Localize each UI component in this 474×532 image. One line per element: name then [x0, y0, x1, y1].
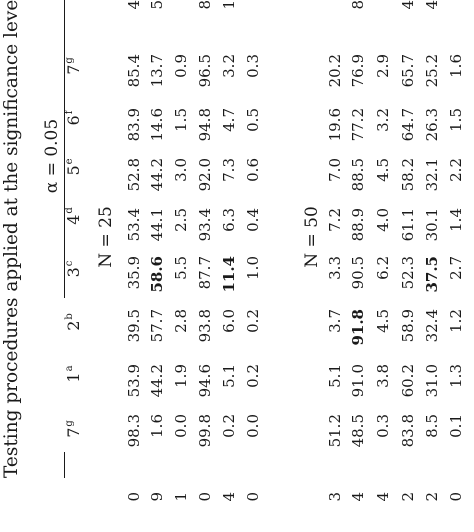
table-cell: 4 — [399, 0, 417, 10]
table-cell: 5.1 — [220, 364, 238, 388]
column-header-superscript: a — [64, 365, 75, 372]
table-cell: 1.3 — [447, 364, 465, 388]
table-cell: 85.4 — [125, 54, 143, 88]
table-cell: 3.0 — [172, 158, 190, 182]
column-header — [66, 158, 82, 175]
table-cell: 0.2 — [244, 364, 262, 388]
table-cell: 1.4 — [447, 208, 465, 232]
table-cell: 7.2 — [326, 208, 344, 232]
table-cell: 26.3 — [423, 108, 441, 142]
table-cell: 44.2 — [148, 158, 166, 192]
table-caption: Testing procedures applied at the significance leve — [1, 0, 22, 478]
table-cell: 65.7 — [399, 54, 417, 88]
table-cell: 92.0 — [196, 158, 214, 192]
table-cell: 0.3 — [374, 414, 392, 438]
column-header-superscript: g — [64, 420, 75, 427]
column-header — [66, 261, 82, 278]
column-header — [66, 420, 82, 438]
table-cell: 90.5 — [349, 256, 367, 290]
table-cell: 7.3 — [220, 158, 238, 182]
table-cell: 1.5 — [172, 108, 190, 132]
column-header — [66, 57, 82, 75]
table-cell: 25.2 — [423, 54, 441, 88]
table-cell: 60.2 — [399, 364, 417, 398]
table-cell: 0.9 — [172, 54, 190, 78]
column-header-number: 7 — [64, 64, 83, 75]
table-cell: 93.8 — [196, 309, 214, 343]
table-cell: 0.2 — [220, 414, 238, 438]
column-header-number: 7 — [64, 427, 83, 438]
table-cell: 30.1 — [423, 208, 441, 242]
table-cell: 35.9 — [125, 256, 143, 290]
table-cell: 87.7 — [196, 256, 214, 290]
table-cell: 37.5 — [423, 256, 441, 293]
table-cell: 4.7 — [220, 108, 238, 132]
sample-size-label: N = 25 — [96, 206, 116, 268]
table-cell: 3.7 — [326, 309, 344, 333]
table-cell: 31.0 — [423, 364, 441, 398]
table-cell: 83.8 — [399, 414, 417, 448]
table-cell: 44.2 — [148, 364, 166, 398]
table-cell: 0.0 — [244, 414, 262, 438]
table-cell: 6.0 — [220, 309, 238, 333]
table-cell: 3.2 — [374, 108, 392, 132]
table-cell: 58.2 — [399, 158, 417, 192]
table-cell: 4 — [423, 0, 441, 10]
table-cell: 4.5 — [374, 309, 392, 333]
header-rule-top — [64, 0, 65, 298]
table-cell: 1.2 — [447, 309, 465, 333]
column-header-number: 4 — [64, 214, 83, 225]
table-cell: 4 — [220, 492, 238, 502]
table-cell: 13.7 — [148, 54, 166, 88]
table-cell: 0.3 — [244, 54, 262, 78]
table-cell: 11.4 — [220, 256, 238, 293]
table-cell: 0 — [125, 492, 143, 502]
column-header-number: 6 — [64, 115, 83, 126]
table-cell: 52.8 — [125, 158, 143, 192]
table-cell: 2.2 — [447, 158, 465, 182]
column-header — [66, 313, 82, 331]
column-header — [66, 111, 82, 126]
table-cell: 58.9 — [399, 309, 417, 343]
table-cell: 88.5 — [349, 158, 367, 192]
table-cell: 6.3 — [220, 208, 238, 232]
table-cell: 0.2 — [244, 309, 262, 333]
table-cell: 91.8 — [349, 309, 367, 346]
column-header-number: 5 — [64, 165, 83, 176]
table-cell: 2.7 — [447, 256, 465, 280]
table-cell: 19.6 — [326, 108, 344, 142]
table-cell: 57.7 — [148, 309, 166, 343]
table-cell: 76.9 — [349, 54, 367, 88]
table-cell: 5 — [148, 0, 166, 10]
table-cell: 39.5 — [125, 309, 143, 343]
table-cell: 98.3 — [125, 414, 143, 448]
table-cell: 53.4 — [125, 208, 143, 242]
table-cell: 32.1 — [423, 158, 441, 192]
table-cell: 1.6 — [447, 54, 465, 78]
table-cell: 2.5 — [172, 208, 190, 232]
table-cell: 14.6 — [148, 108, 166, 142]
column-header-number: 1 — [64, 372, 83, 383]
column-header-superscript: d — [64, 207, 75, 214]
column-header-superscript: c — [64, 260, 75, 267]
table-cell: 99.8 — [196, 414, 214, 448]
column-header-superscript: g — [64, 57, 75, 64]
table-cell: 61.1 — [399, 208, 417, 242]
table-cell: 64.7 — [399, 108, 417, 142]
table-cell: 3.2 — [220, 54, 238, 78]
table-cell: 6.2 — [374, 256, 392, 280]
table-cell: 0 — [196, 492, 214, 502]
table-cell: 1.6 — [148, 414, 166, 438]
table-cell: 4.5 — [374, 158, 392, 182]
table-cell: 96.5 — [196, 54, 214, 88]
table-cell: 1.0 — [244, 256, 262, 280]
table-cell: 52.3 — [399, 256, 417, 290]
table-cell: 0.4 — [244, 208, 262, 232]
column-header-superscript: b — [64, 313, 75, 320]
table-cell: 0.5 — [244, 108, 262, 132]
table-cell: 83.9 — [125, 108, 143, 142]
table-cell: 4 — [125, 0, 143, 10]
table-cell: 0 — [447, 492, 465, 502]
alpha-label: α = 0.05 — [42, 118, 62, 194]
table-cell: 3.3 — [326, 256, 344, 280]
table-cell: 8 — [196, 0, 214, 10]
table-cell: 0.6 — [244, 158, 262, 182]
table-cell: 2.9 — [374, 54, 392, 78]
table-cell: 5.5 — [172, 256, 190, 280]
table-cell: 8 — [349, 0, 367, 10]
table-cell: 77.2 — [349, 108, 367, 142]
table-cell: 4 — [374, 492, 392, 502]
table-cell: 94.8 — [196, 108, 214, 142]
table-cell: 32.4 — [423, 309, 441, 343]
table-cell: 93.4 — [196, 208, 214, 242]
table-cell: 9 — [148, 492, 166, 502]
table-cell: 91.0 — [349, 364, 367, 398]
table-cell: 1.9 — [172, 364, 190, 388]
table-cell: 53.9 — [125, 364, 143, 398]
column-header-superscript: e — [64, 158, 75, 165]
table-cell: 1 — [172, 492, 190, 502]
table-cell: 0.1 — [447, 414, 465, 438]
column-header — [66, 207, 82, 225]
table-cell: 20.2 — [326, 54, 344, 88]
table-cell: 94.6 — [196, 364, 214, 398]
table-cell: 48.5 — [349, 414, 367, 448]
table-cell: 1.5 — [447, 108, 465, 132]
column-header-number: 2 — [64, 320, 83, 331]
sample-size-label: N = 50 — [302, 206, 322, 268]
table-cell: 3 — [326, 492, 344, 502]
table-cell: 44.1 — [148, 208, 166, 242]
column-header-number: 3 — [64, 267, 83, 278]
table-cell: 58.6 — [148, 256, 166, 293]
table-cell: 3.8 — [374, 364, 392, 388]
table-cell: 4 — [349, 492, 367, 502]
table-cell: 2 — [423, 492, 441, 502]
table-cell: 8.5 — [423, 414, 441, 438]
table-cell: 5.1 — [326, 364, 344, 388]
column-header — [66, 365, 82, 382]
table-cell: 88.9 — [349, 208, 367, 242]
header-rule-right — [64, 452, 65, 478]
table-cell: 0 — [244, 492, 262, 502]
table-cell: 2 — [399, 492, 417, 502]
table-cell: 2.8 — [172, 309, 190, 333]
table-cell: 51.2 — [326, 414, 344, 448]
table-cell: 7.0 — [326, 158, 344, 182]
table-cell: 1 — [220, 0, 238, 10]
table-cell: 0.0 — [172, 414, 190, 438]
table-cell: 4.0 — [374, 208, 392, 232]
column-header-superscript: f — [64, 110, 75, 115]
